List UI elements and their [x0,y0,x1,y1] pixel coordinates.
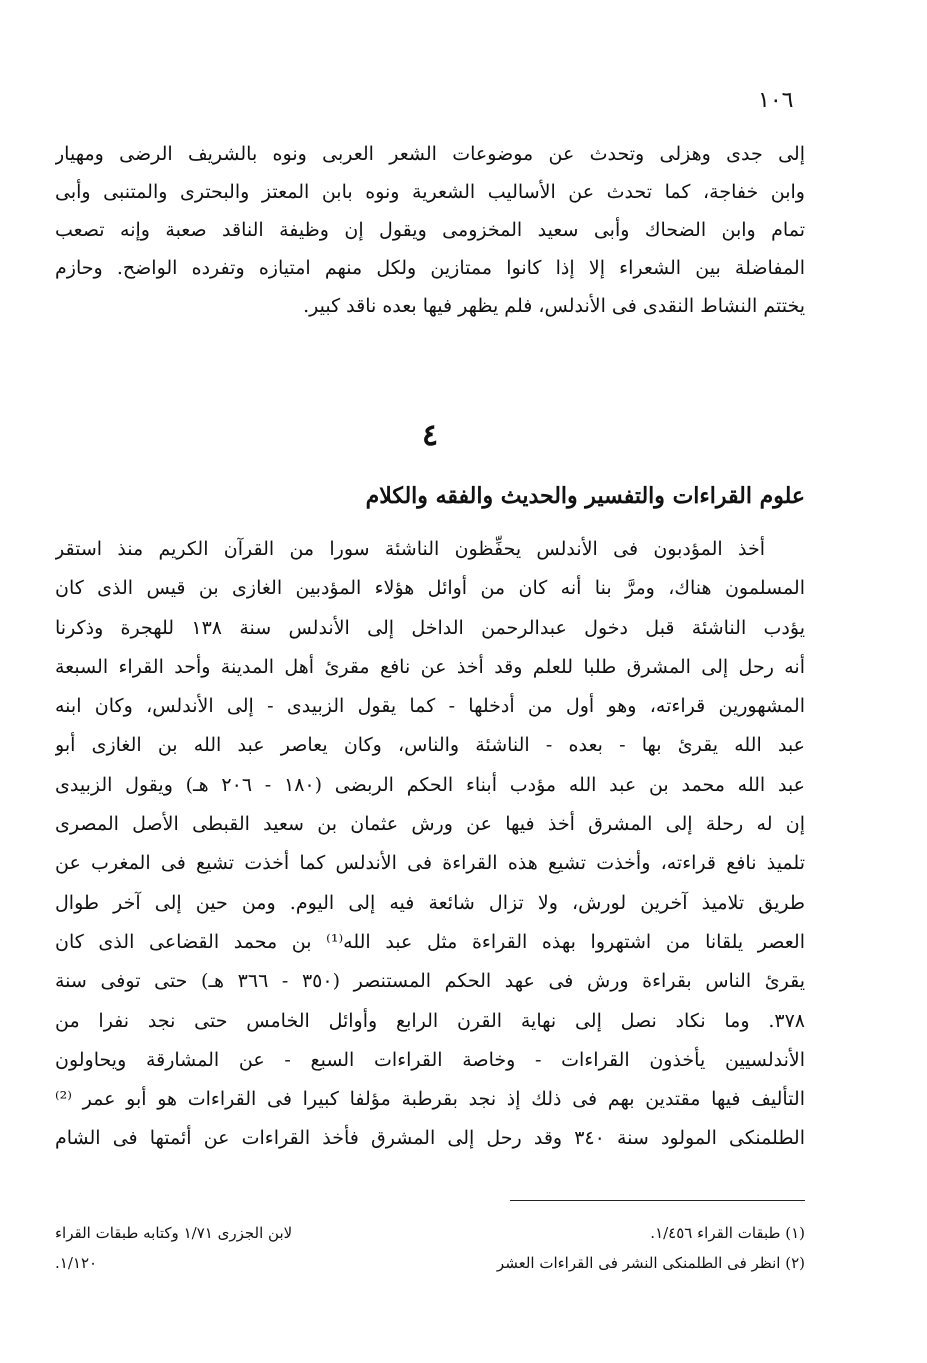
text-line: الطلمنكى المولود سنة ٣٤٠ وقد رحل إلى المشرق فأخذ القراءات عن أئمتها فى الشام [55,1127,805,1150]
text-line: أخذ المؤدبون فى الأندلس يحفِّظون الناشئة سورا من القرآن الكريم منذ استقر [55,538,765,560]
text-line: يختتم النشاط النقدى فى الأندلس، فلم يظهر فيها بعده ناقد كبير. [303,295,805,317]
text-line: أنه رحل إلى المشرق طلبا للعلم وقد أخذ عن نافع مقرئ أهل المدينة وأحد القراء السبعة [55,655,805,678]
text-line: المشهورين قراءته، وهو أول من أدخلها - كما يقول الزبيدى - إلى الأندلس، وكان ابنه [55,695,805,718]
footnote-text: (٢) انظر فى الطلمنكى النشر فى القراءات العشر [496,1254,805,1272]
footnotes [55,1218,805,1278]
text-line: عبد الله يقرئ بها - بعده - الناشئة والناس، وكان يعاصر عبد الله بن الغازى أبو [55,734,805,757]
text-line: إن له رحلة إلى المشرق أخذ فيها عن ورش عثمان بن سعيد القبطى الأصل المصرى [55,813,805,836]
page-number: ١٠٦ [758,88,794,113]
text-line: الأندلسيين يأخذون القراءات - وخاصة القراءات السبع - عن المشارقة ويحاولون [55,1048,805,1071]
text-line: يقرئ الناس بقراءة ورش فى عهد الحكم المستنصر (٣٥٠ - ٣٦٦ هـ) حتى توفى سنة [55,970,805,993]
intro-paragraph [55,135,805,325]
text-line: وابن خفاجة، كما تحدث عن الأساليب الشعرية ونوه بابن المعتز والبحترى والمتنبى وأبى [55,181,805,203]
footnote-2 [55,1248,805,1278]
text-line: عبد الله محمد بن عبد الله مؤدب أبناء الحكم الربضى (١٨٠ - ٢٠٦ هـ) ويقول الزبيدى [55,773,805,796]
text-line: إلى جدى وهزلى وتحدث عن موضوعات الشعر العربى ونوه بالشريف الرضى ومهيار [55,143,805,165]
main-paragraph [55,530,805,1159]
footnote-text: ١/١٢٠. [55,1254,98,1272]
text-line: يؤدب الناشئة قبل دخول عبدالرحمن الداخل إلى الأندلس سنة ١٣٨ للهجرة وذكرنا [55,616,805,639]
text-line: المفاضلة بين الشعراء إلا إذا كانوا ممتازين ولكل منهم امتيازه وتفرده الواضح. وحازم [55,257,805,279]
text-line: تمام وابن الضحاك وأبى سعيد المخزومى ويقول إن وظيفة الناقد صعبة وإنه تصعب [55,219,805,241]
footnote-text: (١) طبقات القراء ١/٤٥٦. [650,1224,805,1242]
text-line: تلميذ نافع قراءته، وأخذت تشيع هذه القراءة فى الأندلس كما أخذت تشيع فى المغرب عن [55,852,805,875]
section-heading: علوم القراءات والتفسير والحديث والفقه والكلام [365,483,805,509]
text-line: العصر يلقانا من اشتهروا بهذه القراءة مثل عبد الله⁽¹⁾ بن محمد القضاعى الذى كان [55,930,805,953]
text-line: ٣٧٨. وما نكاد نصل إلى نهاية القرن الرابع وأوائل الخامس حتى نجد نفرا من [55,1009,805,1032]
footnote-1 [55,1218,805,1248]
footnote-divider [510,1200,805,1201]
text-line: التأليف فيها مقتدين بهم فى ذلك إذ نجد بقرطبة مؤلفا كبيرا فى القراءات هو أبو عمر ⁽²⁾ [55,1088,805,1111]
text-line: المسلمون هناك، ومرَّ بنا أنه كان من أوائل هؤلاء المؤدبين الغازى بن قيس الذى كان [55,577,805,600]
section-number: ٤ [421,418,439,453]
text-line: طريق تلاميذ آخرين لورش، ولا تزال شائعة فيه إلى اليوم. ومن حين إلى آخر طوال [55,891,805,914]
footnote-text: لابن الجزرى ١/٧١ وكتابه طبقات القراء [55,1224,293,1242]
